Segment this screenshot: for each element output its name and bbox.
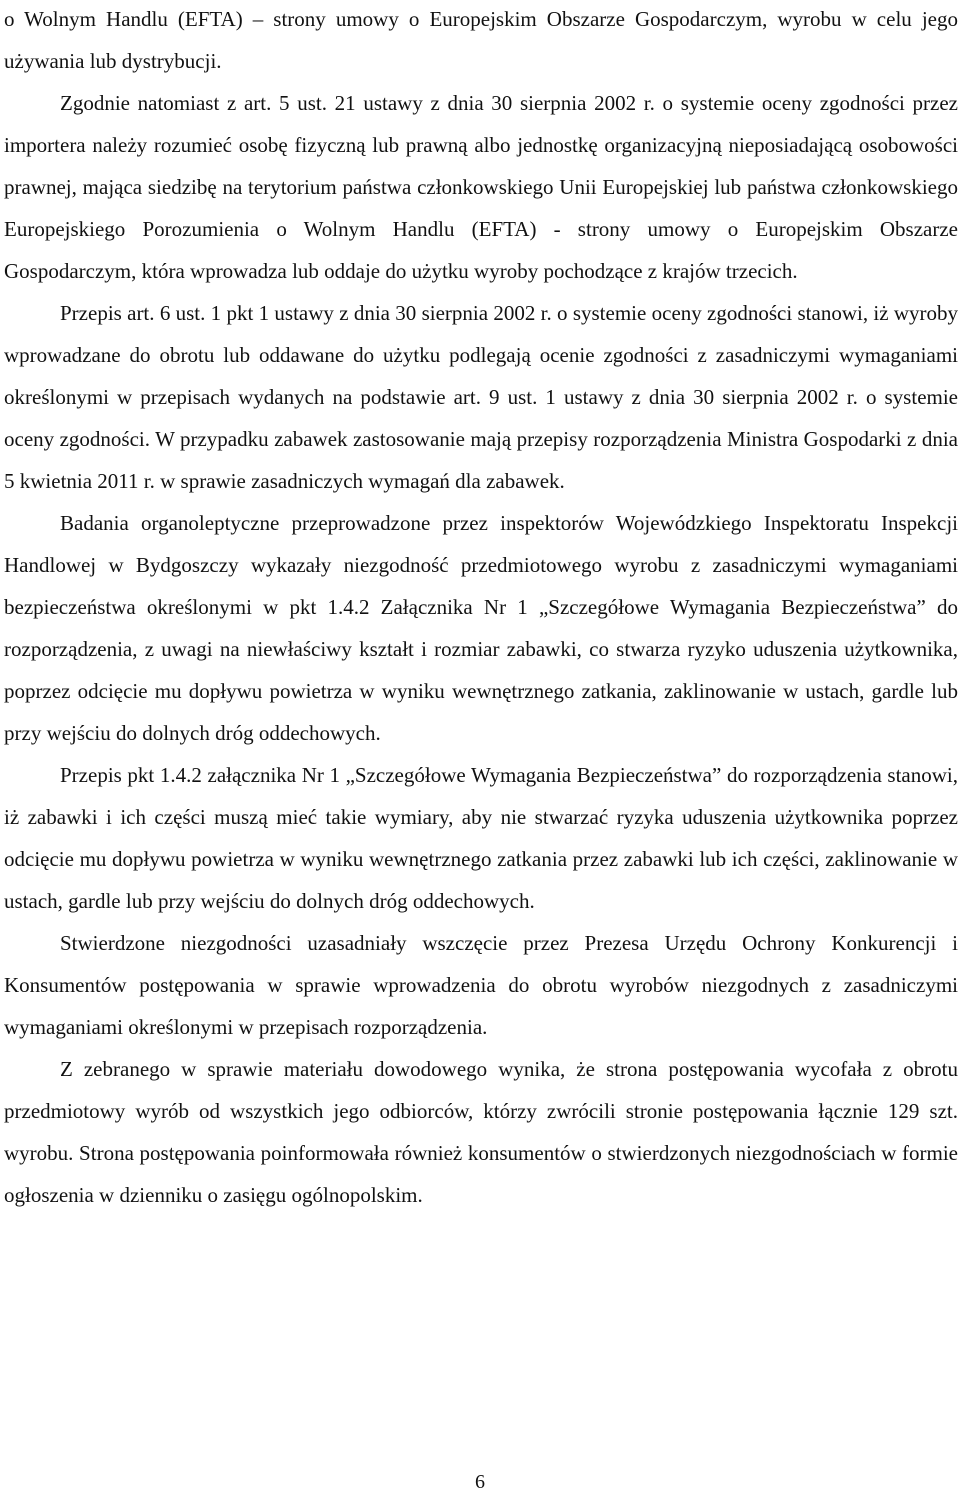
paragraph-continuation: o Wolnym Handlu (EFTA) – strony umowy o Europejskim Obszarze Gospodarczym, wyrobu w celu jego używania lub dystrybucji. <box>4 7 958 73</box>
paragraph-regulation-provision: Przepis pkt 1.4.2 załącznika Nr 1 „Szczegółowe Wymagania Bezpieczeństwa” do rozporządzenia stanowi, iż zabawki i ich części muszą mieć takie wymiary, aby nie stwarzać ryzyka uduszenia użytkownika poprzez odcięcie mu dopływu powietrza w wyniku wewnętrznego zatkania przez zabawki lub ich części, zaklinowanie w ustach, gardle lub przy wejściu do dolnych dróg oddechowych. <box>4 763 958 913</box>
document-body <box>4 0 958 1216</box>
paragraph-importer-definition: Zgodnie natomiast z art. 5 ust. 21 ustawy z dnia 30 sierpnia 2002 r. o systemie oceny zgodności przez importera należy rozumieć osobę fizyczną lub prawną albo jednostkę organizacyjną nieposiadającą osobowości prawnej, mająca siedzibę na terytorium państwa członkowskiego Unii Europejskiej lub państwa członkowskiego Europejskiego Porozumienia o Wolnym Handlu (EFTA) - strony umowy o Europejskim Obszarze Gospodarczym, która wprowadza lub oddaje do użytku wyroby pochodzące z krajów trzecich. <box>4 91 958 283</box>
paragraph-proceedings-initiation: Stwierdzone niezgodności uzasadniały wszczęcie przez Prezesa Urzędu Ochrony Konkurencji i Konsumentów postępowania w sprawie wprowadzenia do obrotu wyrobów niezgodnych z zasadniczymi wymaganiami określonymi w przepisach rozporządzenia. <box>4 931 958 1039</box>
paragraph-evidence-findings: Z zebranego w sprawie materiału dowodowego wynika, że strona postępowania wycofała z obrotu przedmiotowy wyrób od wszystkich jego odbiorców, którzy zwrócili stronie postępowania łącznie 129 szt. wyrobu. Strona postępowania poinformowała również konsumentów o stwierdzonych niezgodnościach w formie ogłoszenia w dzienniku o zasięgu ogólnopolskim. <box>4 1057 958 1207</box>
paragraph-organoleptic-tests: Badania organoleptyczne przeprowadzone przez inspektorów Wojewódzkiego Inspektoratu Inspekcji Handlowej w Bydgoszczy wykazały niezgodność przedmiotowego wyrobu z zasadniczymi wymaganiami bezpieczeństwa określonymi w pkt 1.4.2 Załącznika Nr 1 „Szczegółowe Wymagania Bezpieczeństwa” do rozporządzenia, z uwagi na niewłaściwy kształt i rozmiar zabawki, co stwarza ryzyko uduszenia użytkownika, poprzez odcięcie mu dopływu powietrza w wyniku wewnętrznego zatkania, zaklinowanie w ustach, gardle lub przy wejściu do dolnych dróg oddechowych. <box>4 511 958 745</box>
page-number: 6 <box>475 1471 485 1493</box>
paragraph-conformity-assessment: Przepis art. 6 ust. 1 pkt 1 ustawy z dnia 30 sierpnia 2002 r. o systemie oceny zgodności stanowi, iż wyroby wprowadzane do obrotu lub oddawane do użytku podlegają ocenie zgodności z zasadniczymi wymaganiami określonymi w przepisach wydanych na podstawie art. 9 ust. 1 ustawy z dnia 30 sierpnia 2002 r. o systemie oceny zgodności. W przypadku zabawek zastosowanie mają przepisy rozporządzenia Ministra Gospodarki z dnia 5 kwietnia 2011 r. w sprawie zasadniczych wymagań dla zabawek. <box>4 301 958 493</box>
